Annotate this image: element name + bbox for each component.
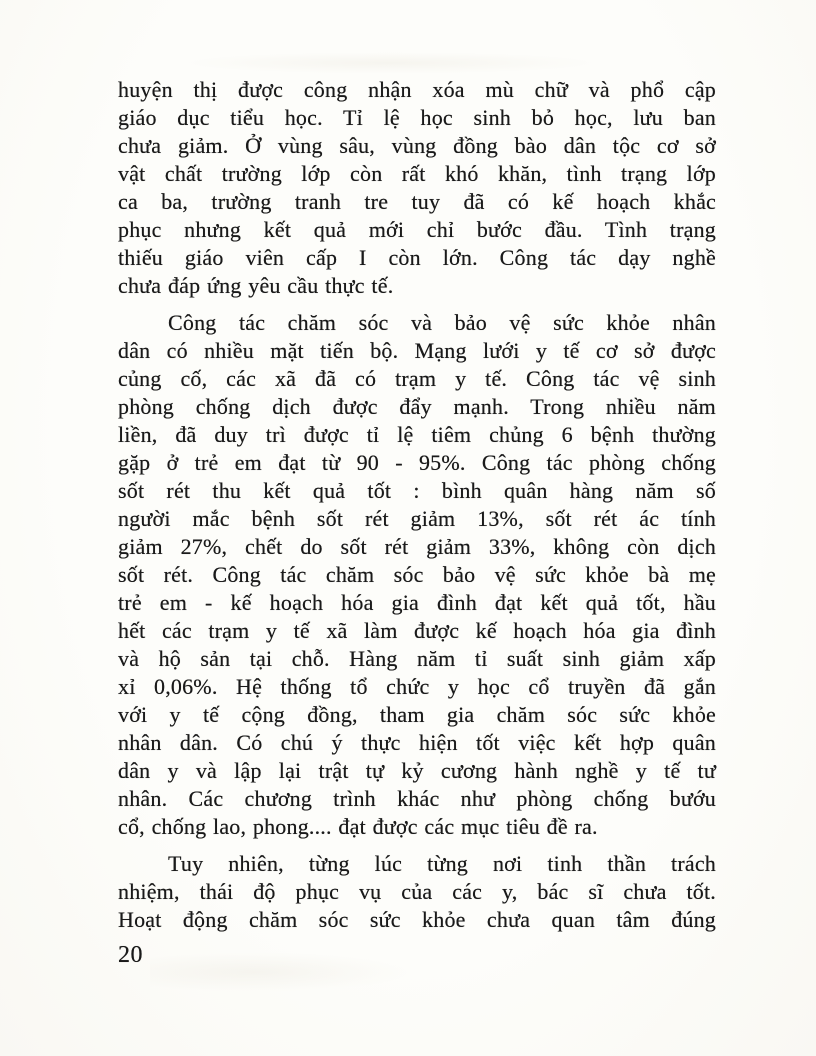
- text-line: phục nhưng kết quả mới chỉ bước đầu. Tình trạng: [118, 217, 716, 242]
- text-line: với y tế cộng đồng, tham gia chăm sóc sức khỏe: [118, 702, 716, 727]
- text-line: củng cố, các xã đã có trạm y tế. Công tác vệ sinh: [118, 366, 716, 391]
- text-line: sốt rét. Công tác chăm sóc bảo vệ sức khỏe bà mẹ: [118, 562, 716, 587]
- text-line: Tuy nhiên, từng lúc từng nơi tinh thần trách: [168, 851, 716, 876]
- text-line: nhân dân. Có chú ý thực hiện tốt việc kết hợp quân: [118, 730, 716, 755]
- text-line: chưa giảm. Ở vùng sâu, vùng đồng bào dân tộc cơ sở: [118, 133, 716, 158]
- text-line: trẻ em - kế hoạch hóa gia đình đạt kết quả tốt, hầu: [118, 590, 716, 615]
- page-number: 20: [118, 942, 143, 968]
- text-line: sốt rét thu kết quả tốt : bình quân hàng năm số: [118, 478, 716, 503]
- text-block: [118, 76, 716, 934]
- paragraph-education: [118, 76, 716, 300]
- text-line: gặp ở trẻ em đạt từ 90 - 95%. Công tác phòng chống: [118, 450, 716, 475]
- text-line: liền, đã duy trì được tỉ lệ tiêm chủng 6 bệnh thường: [118, 422, 716, 447]
- text-line: vật chất trường lớp còn rất khó khăn, tình trạng lớp: [118, 161, 716, 186]
- text-line: phòng chống dịch được đẩy mạnh. Trong nhiều năm: [118, 394, 716, 419]
- text-line: hết các trạm y tế xã làm được kế hoạch hóa gia đình: [118, 618, 716, 643]
- text-line: người mắc bệnh sốt rét giảm 13%, sốt rét ác tính: [118, 506, 716, 531]
- text-line: thiếu giáo viên cấp I còn lớn. Công tác dạy nghề: [118, 245, 716, 270]
- text-line: cổ, chống lao, phong.... đạt được các mục tiêu đề ra.: [118, 814, 598, 839]
- text-line: Hoạt động chăm sóc sức khỏe chưa quan tâm đúng: [118, 907, 716, 932]
- text-line: giáo dục tiểu học. Tỉ lệ học sinh bỏ học, lưu ban: [118, 105, 716, 130]
- text-line: chưa đáp ứng yêu cầu thực tế.: [118, 273, 394, 298]
- text-line: dân có nhiều mặt tiến bộ. Mạng lưới y tế cơ sở được: [118, 338, 716, 363]
- text-line: và hộ sản tại chỗ. Hàng năm tỉ suất sinh giảm xấp: [118, 646, 716, 671]
- text-line: ca ba, trường tranh tre tuy đã có kế hoạch khắc: [118, 189, 716, 214]
- text-line: giảm 27%, chết do sốt rét giảm 33%, không còn dịch: [118, 534, 716, 559]
- text-line: xỉ 0,06%. Hệ thống tổ chức y học cổ truyền đã gắn: [118, 674, 716, 699]
- text-line: dân y và lập lại trật tự kỷ cương hành nghề y tế tư: [118, 758, 716, 783]
- text-line: huyện thị được công nhận xóa mù chữ và phổ cập: [118, 77, 716, 102]
- text-line: nhân. Các chương trình khác như phòng chống bướu: [118, 786, 716, 811]
- text-line: Công tác chăm sóc và bảo vệ sức khỏe nhân: [168, 310, 716, 335]
- paragraph-shortcomings: [118, 850, 716, 934]
- paragraph-healthcare: [118, 309, 716, 841]
- scan-smudge-artifact: [150, 952, 410, 992]
- scan-smudge-artifact: [180, 52, 600, 74]
- text-line: nhiệm, thái độ phục vụ của các y, bác sĩ chưa tốt.: [118, 879, 716, 904]
